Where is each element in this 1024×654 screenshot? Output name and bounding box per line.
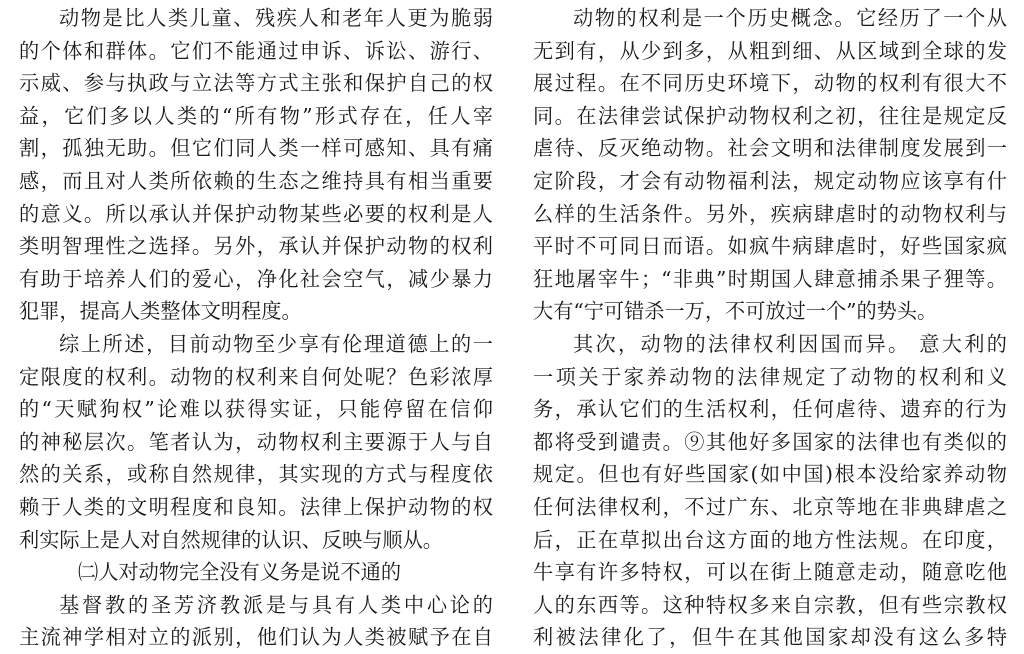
- paragraph-line: 感，而且对人类所依赖的生态之维持具有相当重要: [19, 168, 493, 193]
- paragraph-line: 任何法律权利，不过广东、北京等地在非典肆虐之: [533, 494, 1007, 519]
- paragraph-line: 动物的权利是一个历史概念。它经历了一个从: [573, 6, 1007, 30]
- left-column: [19, 2, 493, 654]
- paragraph-line: 动物是比人类儿童、残疾人和老年人更为脆弱: [59, 6, 493, 30]
- paragraph-line: 犯罪，提高人类整体文明程度。: [19, 299, 302, 324]
- paragraph-line: 都将受到谴责。⑨其他好多国家的法律也有类似的: [533, 429, 1007, 454]
- paragraph-line: 割，孤独无助。但它们同人类一样可感知、具有痛: [19, 136, 493, 161]
- paragraph-line: 利实际上是人对自然规律的认识、反映与顺从。: [19, 527, 443, 552]
- right-column: [533, 2, 1007, 654]
- paragraph-line: 大有“宁可错杀一万，不可放过一个”的势头。: [533, 299, 938, 324]
- paragraph-line: 益，它们多以人类的“所有物”形式存在，任人宰: [19, 103, 493, 128]
- paragraph-line: 的意义。所以承认并保护动物某些必要的权利是人: [19, 201, 493, 226]
- paragraph-line: 狂地屠宰牛；“非典”时期国人肆意捕杀果子狸等。: [533, 266, 1007, 291]
- paragraph-line: 无到有，从少到多，从粗到细、从区域到全球的发: [533, 38, 1007, 63]
- paragraph-line: 基督教的圣芳济教派是与具有人类中心论的: [59, 592, 493, 617]
- paragraph-line: 有助于培养人们的爱心，净化社会空气，减少暴力: [19, 266, 493, 291]
- paragraph-line: 务，承认它们的生活权利，任何虐待、遗弃的行为: [533, 397, 1007, 422]
- paragraph-line: 的个体和群体。它们不能通过申诉、诉讼、游行、: [19, 38, 493, 63]
- paragraph-line: 定阶段，才会有动物福利法，规定动物应该享有什: [533, 168, 1007, 193]
- paragraph-line: 的“天赋狗权”论难以获得实证，只能停留在信仰: [19, 397, 493, 422]
- paragraph-line: 平时不可同日而语。如疯牛病肆虐时，好些国家疯: [533, 234, 1007, 259]
- paragraph-line: 利被法律化了，但牛在其他国家却没有这么多特: [533, 625, 1007, 650]
- paragraph-line: 定限度的权利。动物的权利来自何处呢？色彩浓厚: [19, 364, 493, 389]
- paragraph-line: 赖于人类的文明程度和良知。法律上保护动物的权: [19, 494, 493, 519]
- paragraph-line: 的神秘层次。笔者认为，动物权利主要源于人与自: [19, 429, 493, 454]
- paragraph-line: 主流神学相对立的派别，他们认为人类被赋予在自: [19, 625, 493, 650]
- section-heading: ㈡人对动物完全没有义务是说不通的: [78, 560, 402, 585]
- paragraph-line: 其次，动物的法律权利因国而异。 意大利的: [573, 331, 1007, 356]
- paragraph-line: 规定。但也有好些国家(如中国)根本没给家养动物: [533, 462, 1007, 487]
- paragraph-line: 后，正在草拟出台这方面的地方性法规。在印度，: [533, 527, 1007, 552]
- paragraph-line: 一项关于家养动物的法律规定了动物的权利和义: [533, 364, 1007, 389]
- paragraph-line: 虐待、反灭绝动物。社会文明和法律制度发展到一: [533, 136, 1007, 161]
- paragraph-line: 展过程。在不同历史环境下，动物的权利有很大不: [533, 71, 1007, 96]
- paragraph-line: 然的关系，或称自然规律，其实现的方式与程度依: [19, 462, 493, 487]
- paragraph-line: 综上所述，目前动物至少享有伦理道德上的一: [59, 331, 493, 356]
- paragraph-line: 同。在法律尝试保护动物权利之初，往往是规定反: [533, 103, 1007, 128]
- paragraph-line: 类明智理性之选择。另外，承认并保护动物的权利: [19, 234, 493, 259]
- paragraph-line: 么样的生活条件。另外，疾病肆虐时的动物权利与: [533, 201, 1007, 226]
- paragraph-line: 牛享有许多特权，可以在街上随意走动，随意吃他: [533, 560, 1007, 585]
- paragraph-line: 人的东西等。这种特权多来自宗教，但有些宗教权: [533, 592, 1007, 617]
- paragraph-line: 示威、参与执政与立法等方式主张和保护自己的权: [19, 71, 493, 96]
